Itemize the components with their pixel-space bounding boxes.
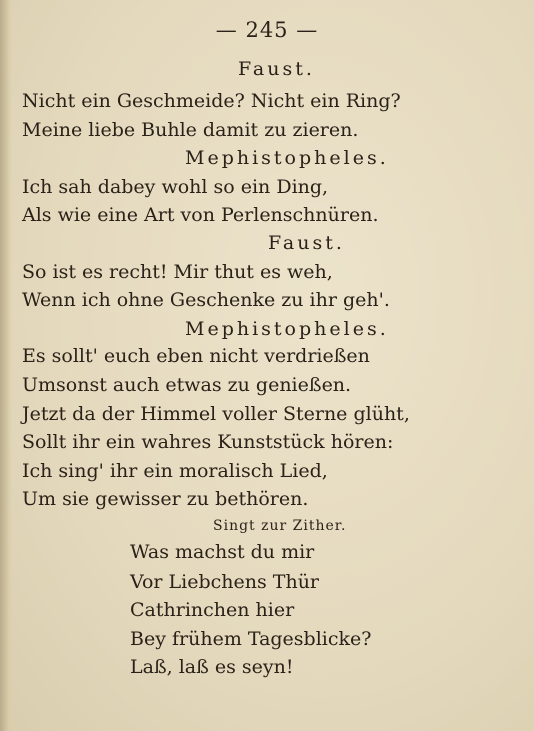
page-number: — 245 —: [215, 18, 319, 42]
verse-line-7: Es sollt' euch eben nicht verdrießen: [22, 345, 370, 367]
verse-line-1: Nicht ein Geschmeide? Nicht ein Ring?: [22, 90, 401, 112]
verse-line-8: Umsonst auch etwas zu genießen.: [22, 374, 352, 396]
page-binding-edge: [0, 0, 12, 731]
speaker-mephistopheles-1: Mephistopheles.: [185, 147, 389, 169]
song-line-3: Cathrinchen hier: [130, 599, 295, 621]
verse-line-10: Sollt ihr ein wahres Kunststück hören:: [22, 431, 394, 453]
verse-line-4: Als wie eine Art von Perlenschnüren.: [22, 204, 379, 226]
speaker-faust-2: Faust.: [268, 232, 345, 254]
song-line-5: Laß, laß es seyn!: [130, 656, 294, 678]
song-line-4: Bey frühem Tagesblicke?: [130, 628, 372, 650]
verse-line-6: Wenn ich ohne Geschenke zu ihr geh'.: [22, 289, 390, 311]
speaker-mephistopheles-2: Mephistopheles.: [185, 318, 389, 340]
song-line-1: Was machst du mir: [130, 541, 315, 563]
verse-line-11: Ich sing' ihr ein moralisch Lied,: [22, 460, 328, 482]
speaker-faust-1: Faust.: [238, 58, 315, 80]
stage-direction: Singt zur Zither.: [213, 518, 347, 534]
verse-line-3: Ich sah dabey wohl so ein Ding,: [22, 176, 329, 198]
verse-line-12: Um sie gewisser zu bethören.: [22, 488, 309, 510]
verse-line-9: Jetzt da der Himmel voller Sterne glüht,: [22, 403, 410, 425]
verse-line-5: So ist es recht! Mir thut es weh,: [22, 261, 333, 283]
verse-line-2: Meine liebe Buhle damit zu zieren.: [22, 119, 359, 141]
song-line-2: Vor Liebchens Thür: [130, 571, 320, 593]
